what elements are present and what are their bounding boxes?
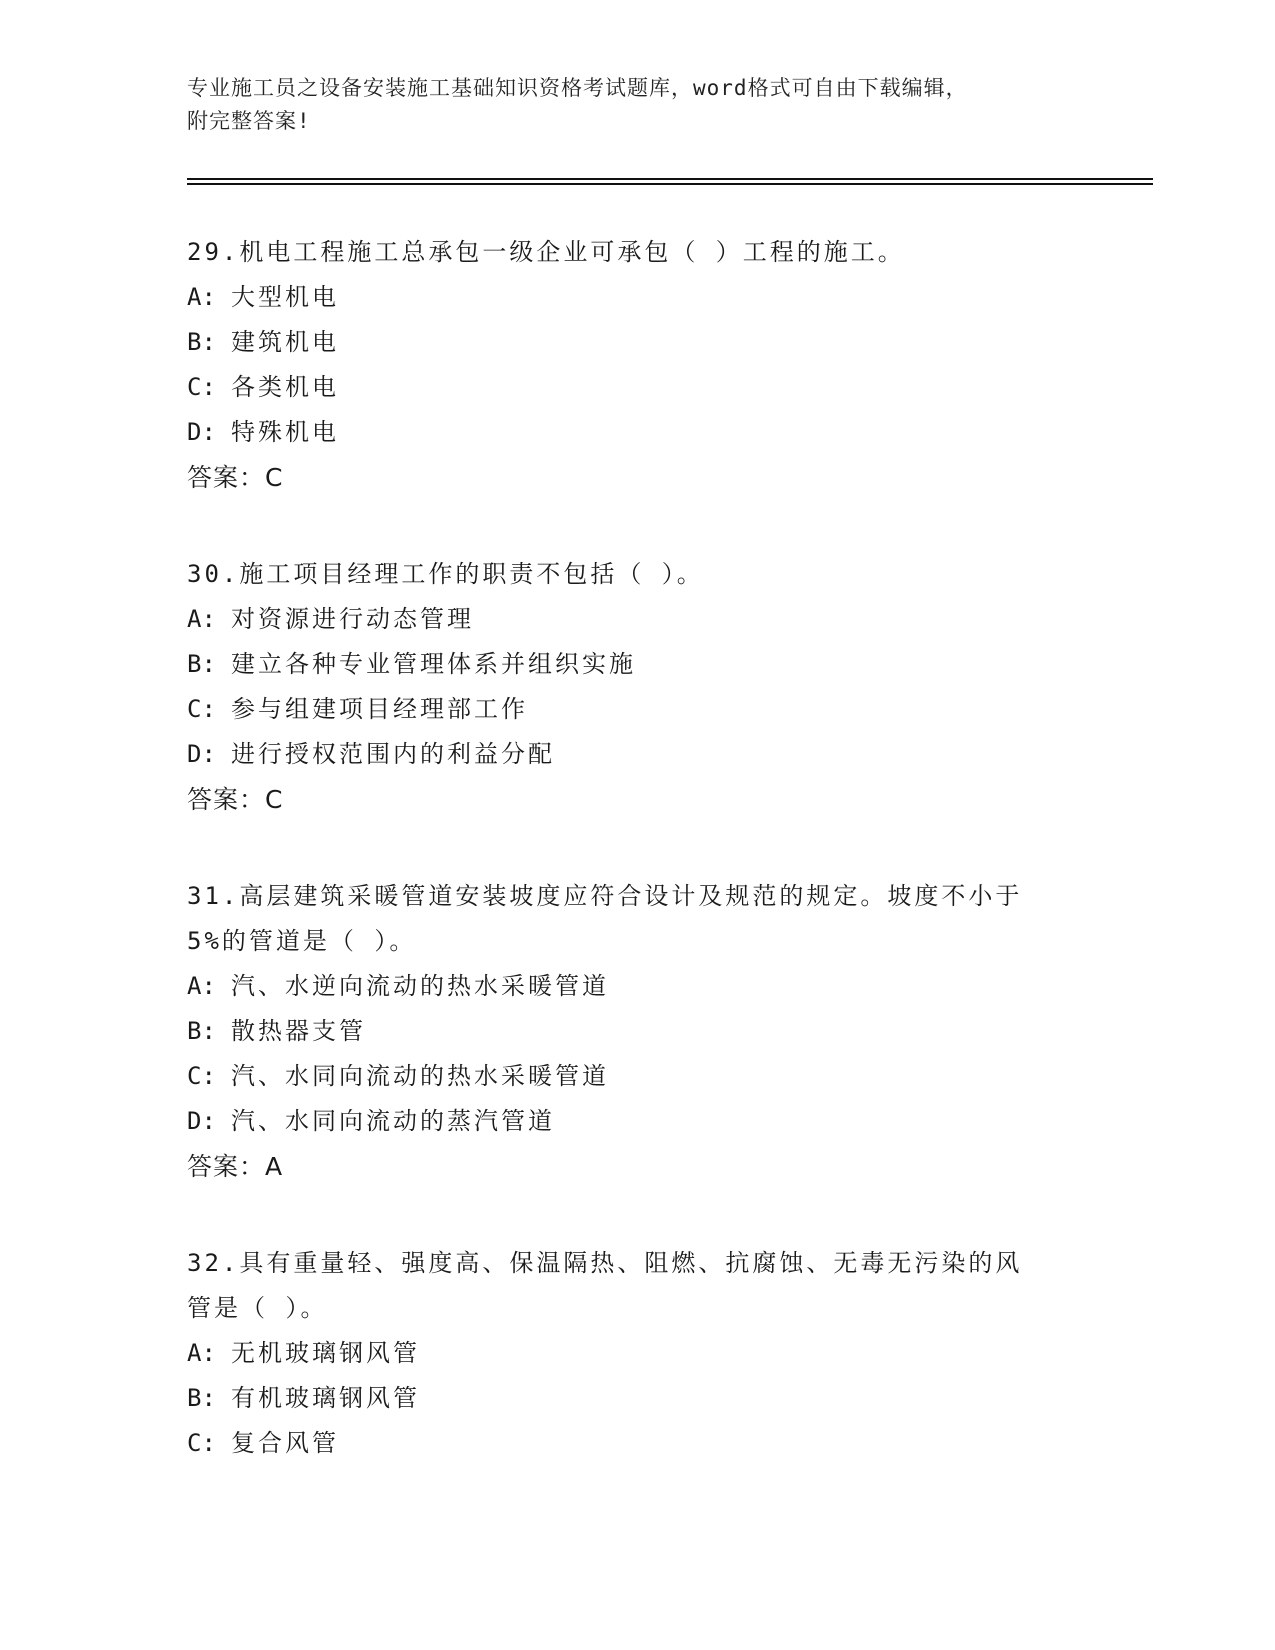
- option-d: [187, 410, 1087, 455]
- option-key: B:: [187, 1384, 216, 1412]
- option-key: C:: [187, 695, 216, 723]
- option-key: B:: [187, 1017, 216, 1045]
- question-stem-continued: 管是（ ）。: [187, 1294, 328, 1322]
- option-a: [187, 275, 1087, 320]
- question-29: [187, 230, 1087, 500]
- option-key: A:: [187, 1339, 216, 1367]
- header-line-1: 专业施工员之设备安装施工基础知识资格考试题库，word格式可自由下载编辑，: [187, 76, 968, 100]
- option-d: [187, 732, 1087, 777]
- option-c: [187, 687, 1087, 732]
- option-text: 建立各种专业管理体系并组织实施: [231, 650, 636, 678]
- option-a: [187, 1331, 1087, 1376]
- question-stem-continued: 5%的管道是（ ）。: [187, 927, 417, 955]
- option-key: B:: [187, 650, 216, 678]
- option-c: [187, 1054, 1087, 1099]
- option-text: 汽、水同向流动的蒸汽管道: [231, 1107, 555, 1135]
- option-a: [187, 964, 1087, 1009]
- option-b: [187, 1376, 1087, 1421]
- question-32: [187, 1241, 1087, 1466]
- option-text: 对资源进行动态管理: [231, 605, 474, 633]
- option-text: 散热器支管: [231, 1017, 366, 1045]
- option-c: [187, 365, 1087, 410]
- option-key: D:: [187, 1107, 216, 1135]
- option-key: D:: [187, 418, 216, 446]
- question-stem: 29.机电工程施工总承包一级企业可承包（ ）工程的施工。: [187, 238, 905, 266]
- option-text: 汽、水逆向流动的热水采暖管道: [231, 972, 609, 1000]
- option-key: C:: [187, 1429, 216, 1457]
- question-31: [187, 874, 1087, 1189]
- option-text: 汽、水同向流动的热水采暖管道: [231, 1062, 609, 1090]
- question-30: [187, 552, 1087, 822]
- option-text: 参与组建项目经理部工作: [231, 695, 528, 723]
- option-b: [187, 1009, 1087, 1054]
- option-a: [187, 597, 1087, 642]
- option-text: 复合风管: [231, 1429, 339, 1457]
- option-text: 无机玻璃钢风管: [231, 1339, 420, 1367]
- answer-line: 答案：C: [187, 785, 284, 814]
- option-text: 大型机电: [231, 283, 339, 311]
- header-rule-top: [187, 178, 1153, 180]
- question-stem: 32.具有重量轻、强度高、保温隔热、阻燃、抗腐蚀、无毒无污染的风: [187, 1249, 1023, 1277]
- option-key: B:: [187, 328, 216, 356]
- option-text: 建筑机电: [231, 328, 339, 356]
- option-text: 有机玻璃钢风管: [231, 1384, 420, 1412]
- answer-line: 答案：A: [187, 1152, 284, 1181]
- header-line-2: 附完整答案!: [187, 109, 311, 133]
- answer-line: 答案：C: [187, 463, 284, 492]
- question-stem: 30.施工项目经理工作的职责不包括（ ）。: [187, 560, 704, 588]
- option-key: A:: [187, 283, 216, 311]
- option-key: D:: [187, 740, 216, 768]
- option-b: [187, 320, 1087, 365]
- option-text: 特殊机电: [231, 418, 339, 446]
- option-text: 各类机电: [231, 373, 339, 401]
- option-key: C:: [187, 1062, 216, 1090]
- option-text: 进行授权范围内的利益分配: [231, 740, 555, 768]
- question-list: [187, 230, 1087, 1518]
- option-d: [187, 1099, 1087, 1144]
- question-stem: 31.高层建筑采暖管道安装坡度应符合设计及规范的规定。坡度不小于: [187, 882, 1023, 910]
- header-rule-bottom: [187, 183, 1153, 185]
- option-c: [187, 1421, 1087, 1466]
- option-key: C:: [187, 373, 216, 401]
- option-b: [187, 642, 1087, 687]
- option-key: A:: [187, 605, 216, 633]
- document-header: [187, 72, 1087, 138]
- option-key: A:: [187, 972, 216, 1000]
